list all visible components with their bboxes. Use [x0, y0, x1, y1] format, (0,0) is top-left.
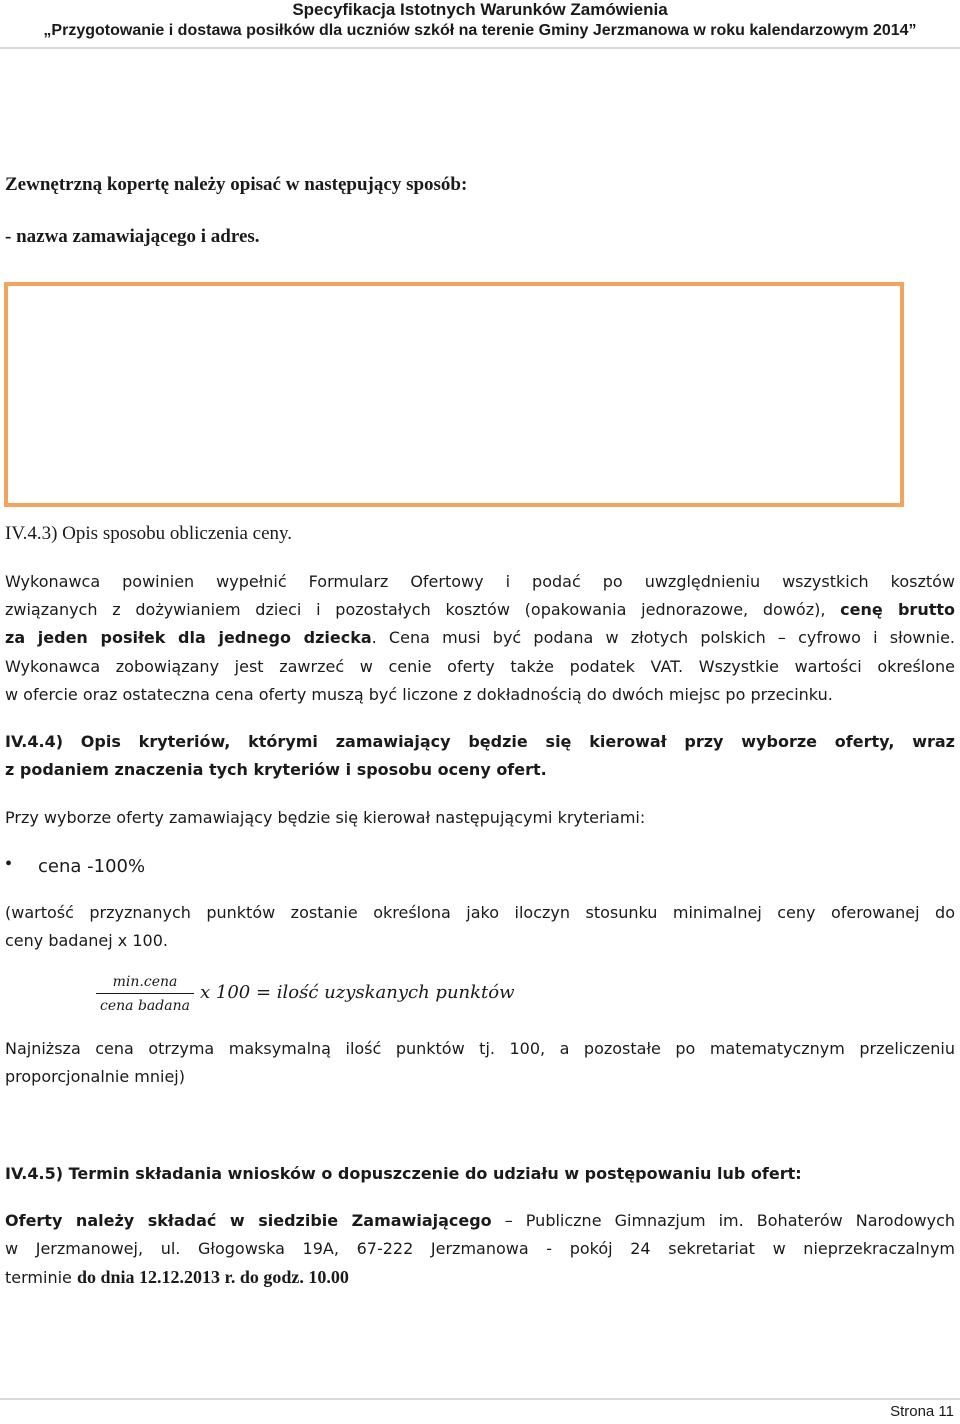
section-4-3-heading: IV.4.3) Opis sposobu obliczenia ceny.	[5, 523, 293, 544]
note-line-2: ceny badanej x 100.	[5, 931, 168, 950]
section-4-3-line-1: Wykonawca powinien wypełnić Formularz Ofertowy i podać po uwzględnieniu wszystkich kosztów	[5, 572, 955, 591]
document-title: Specyfikacja Istotnych Warunków Zamówienia	[292, 0, 668, 19]
note-line-1: (wartość przyznanych punktów zostanie określona jako iloczyn stosunku minimalnej ceny oferowanej do	[5, 903, 955, 922]
deadline-date: do dnia 12.12.2013 r. do godz. 10.00	[76, 1267, 349, 1287]
formula-fraction	[96, 972, 194, 1016]
page-number: Strona 11	[890, 1403, 954, 1420]
section-4-5-heading: IV.4.5) Termin składania wniosków o dopuszczenie do udziału w postępowaniu lub ofert:	[5, 1164, 802, 1183]
closing-line-2: proporcjonalnie mniej)	[5, 1067, 185, 1086]
section-4-4-heading-2: z podaniem znaczenia tych kryteriów i sposobu oceny ofert.	[5, 760, 547, 779]
section-4-3-line-3	[5, 628, 955, 647]
formula-denominator: cena badana	[100, 998, 190, 1014]
section-4-5-line-1	[5, 1211, 955, 1230]
line-2-text: związanych z dożywianiem dzieci i pozostałych kosztów (opakowania jednorazowe, dowóz),	[5, 600, 826, 619]
price-emphasis: cenę brutto	[840, 600, 956, 619]
closing-line-1: Najniższa cena otrzyma maksymalną ilość punktów tj. 100, a pozostałe po matematycznym przeliczeniu	[5, 1039, 955, 1058]
section-4-4-heading-1: IV.4.4) Opis kryteriów, którymi zamawiający będzie się kierował przy wyborze oferty, wraz	[5, 732, 955, 751]
per-meal-emphasis: za jeden posiłek dla jednego dziecka	[5, 628, 372, 647]
section-4-5-line-3	[5, 1267, 955, 1288]
line-3-text: . Cena musi być podana w złotych polskich – cyfrowo i słownie.	[371, 628, 956, 647]
bullet-icon: •	[5, 853, 13, 875]
envelope-label-box	[4, 282, 904, 507]
section-4-5-line-2: w Jerzmanowej, ul. Głogowska 19A, 67-222 Jerzmanowa - pokój 24 sekretariat w nieprzekraczalnym	[5, 1239, 955, 1258]
submission-place-emphasis: Oferty należy składać w siedzibie Zamawiającego	[5, 1211, 492, 1230]
fraction-bar	[96, 993, 194, 994]
document-subtitle: „Przygotowanie i dostawa posiłków dla uczniów szkół na terenie Gminy Jerzmanowa w roku kalendarzowym 2014”	[43, 22, 917, 39]
section-4-3-line-5: w ofercie oraz ostateczna cena oferty muszą być liczone z dokładnością do dwóch miejsc po przecinku.	[5, 685, 833, 704]
header-divider	[0, 47, 960, 49]
deadline-prefix: terminie	[5, 1268, 77, 1287]
section-4-3-line-2	[5, 600, 955, 619]
submission-place-text: – Publiczne Gimnazjum im. Bohaterów Narodowych	[491, 1211, 956, 1230]
envelope-item: - nazwa zamawiającego i adres.	[5, 226, 260, 247]
section-4-3-line-4: Wykonawca zobowiązany jest zawrzeć w cenie oferty także podatek VAT. Wszystkie wartości określone	[5, 657, 955, 676]
envelope-heading: Zewnętrzną kopertę należy opisać w następujący sposób:	[5, 174, 468, 195]
formula-result: x 100 = ilość uzyskanych punktów	[200, 982, 515, 1003]
formula-numerator: min.cena	[112, 974, 178, 990]
criterion-price: cena -100%	[38, 856, 146, 877]
criteria-intro: Przy wyborze oferty zamawiający będzie się kierował następującymi kryteriami:	[5, 808, 646, 827]
footer-divider	[0, 1398, 960, 1400]
